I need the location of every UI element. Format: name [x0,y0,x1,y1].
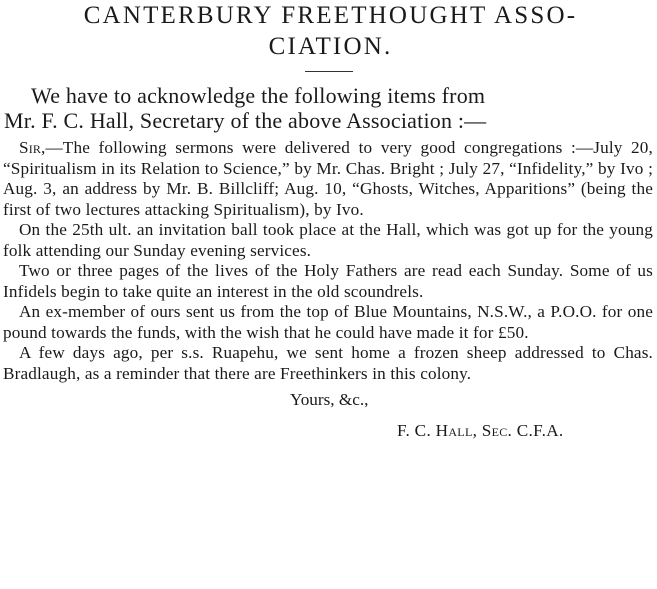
heading-divider [305,71,353,72]
paragraph-sermons [0,138,657,220]
salutation: Sir, [19,138,46,157]
intro-line-2: Mr. F. C. Hall, Secretary of the above Association :— [4,108,487,133]
paragraph-ball: On the 25th ult. an invitation ball took place at the Hall, which was got up for the young folk attending our Sunday evening services. [3,220,653,260]
paragraph-sermons-body: —The following sermons were delivered to very good congregations :—July 20, “Spiritualism in its Relation to Science,” by Mr. Chas. Bright ; July 27, “Infidelity,” by Ivo ; Aug. 3, an address by Mr. B. Billcliff; Aug. 10, “Ghosts, Witches, Apparitions” (being the first of two lectures attacking Spiritualism), by Ivo. [3,138,653,219]
paragraph-donation: An ex-member of ours sent us from the top of Blue Mountains, N.S.W., a P.O.O. for one pound towards the funds, with the wish that he could have made it for £50. [3,302,653,342]
closing-yours: Yours, &c., [290,390,369,409]
intro-line-1: We have to acknowledge the following items from [31,83,486,108]
heading-line-1: CANTERBURY FREETHOUGHT ASSO- [83,2,578,29]
paragraph-holy-fathers: Two or three pages of the lives of the Holy Fathers are read each Sunday. Some of us Infidels begin to take quite an interest in the old scoundrels. [3,261,653,301]
intro-text [0,83,657,133]
signature: F. C. Hall, Sec. C.F.A. [397,420,564,440]
heading-line-2: CIATION. [268,33,393,60]
paragraph-frozen-sheep: A few days ago, per s.s. Ruapehu, we sent home a frozen sheep addressed to Chas. Bradlaugh, as a reminder that there are Freethinkers in this colony. [3,343,653,383]
article-heading [0,0,657,62]
